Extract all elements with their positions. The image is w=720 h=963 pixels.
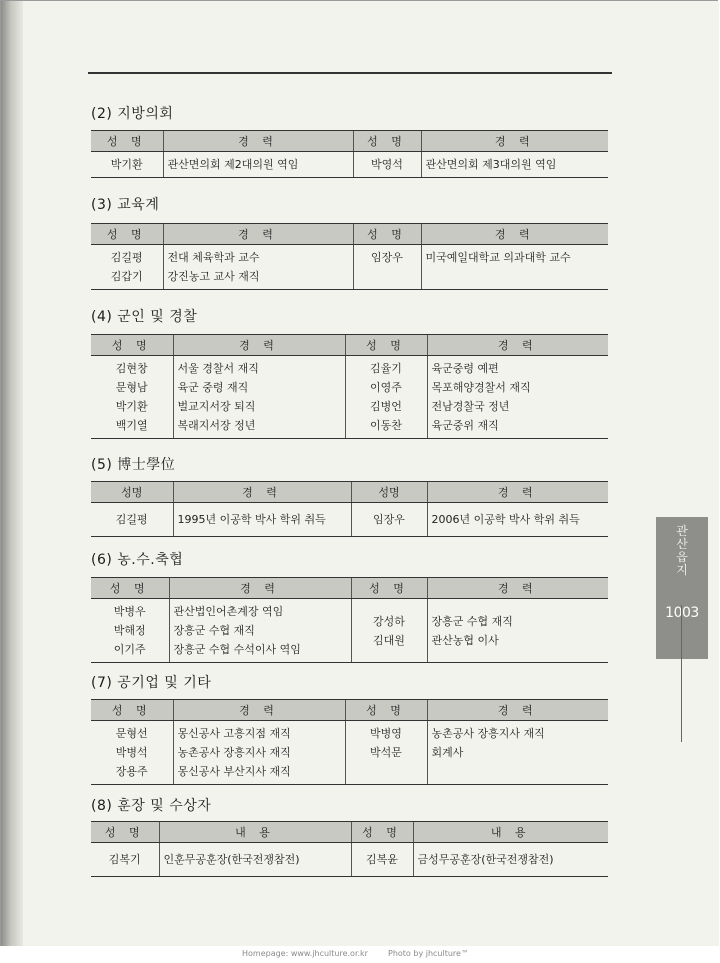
career-cell <box>427 356 608 439</box>
career-text: 육군 중령 재직 <box>177 381 249 394</box>
career-text: 강진농고 교사 재직 <box>167 270 260 283</box>
person-name: 이동찬 <box>370 419 402 432</box>
side-index-tab <box>656 517 708 659</box>
award-text: 인훈무공훈장(한국전쟁참전) <box>163 853 300 866</box>
career-text: 육군중령 예편 <box>431 362 499 375</box>
table-header-row <box>91 335 608 356</box>
person-name: 임장우 <box>371 251 403 264</box>
table-education <box>91 223 608 290</box>
table-row <box>91 245 608 290</box>
career-text: 장흥군 수협 수석이사 역임 <box>173 643 301 656</box>
career-cell <box>173 356 345 439</box>
header-name: 성 명 <box>351 578 427 599</box>
side-tab-title-char: 지 <box>676 563 688 577</box>
name-cell <box>351 503 427 537</box>
section-title-military-police: (4) 군인 및 경찰 <box>91 309 198 325</box>
career-cell <box>427 721 608 785</box>
side-tab-title-char: 관 <box>676 524 688 538</box>
career-cell <box>427 599 608 663</box>
header-career: 경 력 <box>173 700 345 721</box>
table-header-row <box>91 482 608 503</box>
career-cell <box>173 721 345 785</box>
person-name: 김병언 <box>370 400 402 413</box>
watermark-footer <box>0 946 720 963</box>
header-name: 성 명 <box>91 131 163 152</box>
career-text: 육군중위 재직 <box>431 419 499 432</box>
header-career: 경 력 <box>163 224 353 245</box>
header-name: 성 명 <box>91 700 173 721</box>
award-cell <box>159 843 351 877</box>
career-text: 회계사 <box>431 746 464 759</box>
table-header-row <box>91 131 608 152</box>
table-row <box>91 843 608 877</box>
person-name: 이기주 <box>113 643 146 656</box>
header-career: 경 력 <box>173 335 345 356</box>
photo-credit: Photo by jhculture™ <box>388 949 469 958</box>
career-cell <box>421 152 608 178</box>
person-name: 김길평 <box>110 251 143 264</box>
name-cell <box>353 245 421 290</box>
career-text: 목포해양경찰서 재직 <box>431 381 531 394</box>
person-name: 김대원 <box>373 633 405 647</box>
career-cell <box>163 245 353 290</box>
header-career: 경 력 <box>163 131 353 152</box>
table-doctorate <box>91 481 608 537</box>
career-cell <box>169 599 351 663</box>
page-number: 1003 <box>665 605 699 621</box>
header-name: 성 명 <box>91 335 173 356</box>
name-cell <box>351 599 427 663</box>
header-name: 성명 <box>91 482 173 503</box>
career-text: 전남경찰국 정년 <box>431 400 510 413</box>
side-vertical-rule <box>681 605 682 742</box>
career-text: 복래지서장 정년 <box>177 419 256 432</box>
table-row <box>91 503 608 537</box>
person-name: 문형남 <box>115 381 148 394</box>
career-text: 관산법인어촌계장 역임 <box>173 605 284 618</box>
career-text: 장흥군 수협 재직 <box>431 614 513 628</box>
career-cell <box>163 152 353 178</box>
name-cell <box>91 245 163 290</box>
header-name: 성 명 <box>91 578 169 599</box>
section-title-council: (2) 지방의회 <box>91 106 174 122</box>
name-cell <box>353 152 421 178</box>
award-text: 금성무공훈장(한국전쟁참전) <box>417 853 554 866</box>
table-row <box>91 721 608 785</box>
table-header-row <box>91 224 608 245</box>
person-name: 박영석 <box>371 158 403 171</box>
name-cell <box>91 843 159 877</box>
book-spine-shadow <box>1 1 23 947</box>
career-cell <box>173 503 351 537</box>
table-header-row <box>91 700 608 721</box>
header-career: 경 력 <box>421 131 608 152</box>
header-name: 성 명 <box>351 822 413 843</box>
side-tab-title <box>656 525 708 577</box>
header-content: 내 용 <box>159 822 351 843</box>
table-row <box>91 599 608 663</box>
career-text: 농촌공사 장흥지사 재직 <box>431 727 545 740</box>
table-public-enterprise <box>91 699 608 785</box>
career-text: 벌교지서장 퇴직 <box>177 400 256 413</box>
name-cell <box>91 503 173 537</box>
person-name: 박석문 <box>370 746 402 759</box>
section-title-cooperatives: (6) 농.수.축협 <box>91 552 184 568</box>
career-text: 농촌공사 장흥지사 재직 <box>177 746 291 759</box>
person-name: 박기환 <box>110 158 143 171</box>
career-text: 몽신공사 고흥지점 재직 <box>177 727 291 740</box>
name-cell <box>345 721 427 785</box>
person-name: 백기열 <box>115 419 148 432</box>
person-name: 임장우 <box>373 513 405 526</box>
name-cell <box>345 356 427 439</box>
name-cell <box>351 843 413 877</box>
side-tab-title-char: 산 <box>676 537 688 551</box>
table-cooperatives <box>91 577 608 663</box>
table-council <box>91 130 608 178</box>
header-career: 경 력 <box>427 482 608 503</box>
table-row <box>91 356 608 439</box>
person-name: 박해정 <box>113 624 146 637</box>
header-career: 경 력 <box>427 700 608 721</box>
section-title-doctorate: (5) 博士學位 <box>91 457 176 473</box>
side-tab-title-char: 읍 <box>676 550 688 564</box>
career-text: 1995년 이공학 박사 학위 취득 <box>177 513 326 526</box>
table-row <box>91 152 608 178</box>
table-header-row <box>91 822 608 843</box>
table-header-row <box>91 578 608 599</box>
career-text: 관산면의회 제3대의원 역임 <box>425 158 557 171</box>
career-text: 전대 체육학과 교수 <box>167 251 260 264</box>
homepage-credit: Homepage: www.jhculture.or.kr <box>242 949 368 958</box>
person-name: 문형선 <box>115 727 148 740</box>
name-cell <box>91 356 173 439</box>
table-military-police <box>91 334 608 439</box>
career-text: 관산농협 이사 <box>431 633 499 647</box>
header-content: 내 용 <box>413 822 608 843</box>
header-career: 경 력 <box>427 335 608 356</box>
person-name: 김갑기 <box>110 270 143 283</box>
person-name: 장용주 <box>115 765 148 778</box>
section-title-education: (3) 교육계 <box>91 197 160 213</box>
name-cell <box>91 599 169 663</box>
career-text: 서울 경찰서 재직 <box>177 362 259 375</box>
career-cell <box>427 503 608 537</box>
header-career: 경 력 <box>169 578 351 599</box>
person-name: 김길평 <box>115 513 148 526</box>
career-text: 장흥군 수협 재직 <box>173 624 255 637</box>
person-name: 김현창 <box>115 362 148 375</box>
name-cell <box>91 721 173 785</box>
person-name: 김복기 <box>108 853 141 866</box>
section-title-awards: (8) 훈장 및 수상자 <box>91 798 212 814</box>
person-name: 이영주 <box>370 381 402 394</box>
career-text: 미국예일대학교 의과대학 교수 <box>425 251 571 264</box>
career-text: 관산면의회 제2대의원 역임 <box>167 158 299 171</box>
person-name: 박기환 <box>115 400 148 413</box>
person-name: 박병영 <box>370 727 402 740</box>
header-name: 성 명 <box>353 131 421 152</box>
section-title-public-enterprise: (7) 공기업 및 기타 <box>91 675 212 691</box>
header-career: 경 력 <box>427 578 608 599</box>
header-career: 경 력 <box>421 224 608 245</box>
person-name: 김복윤 <box>366 853 398 866</box>
career-text: 2006년 이공학 박사 학위 취득 <box>431 513 580 526</box>
career-text: 몽신공사 부산지사 재직 <box>177 765 291 778</box>
person-name: 박병우 <box>113 605 146 618</box>
table-awards <box>91 821 608 877</box>
top-rule <box>88 72 612 74</box>
person-name: 박병석 <box>115 746 148 759</box>
name-cell <box>91 152 163 178</box>
header-name: 성 명 <box>91 822 159 843</box>
person-name: 김율기 <box>370 362 402 375</box>
header-name: 성명 <box>351 482 427 503</box>
header-career: 경 력 <box>173 482 351 503</box>
header-name: 성 명 <box>91 224 163 245</box>
award-cell <box>413 843 608 877</box>
header-name: 성 명 <box>345 335 427 356</box>
career-cell <box>421 245 608 290</box>
header-name: 성 명 <box>353 224 421 245</box>
person-name: 강성하 <box>373 614 405 628</box>
header-name: 성 명 <box>345 700 427 721</box>
